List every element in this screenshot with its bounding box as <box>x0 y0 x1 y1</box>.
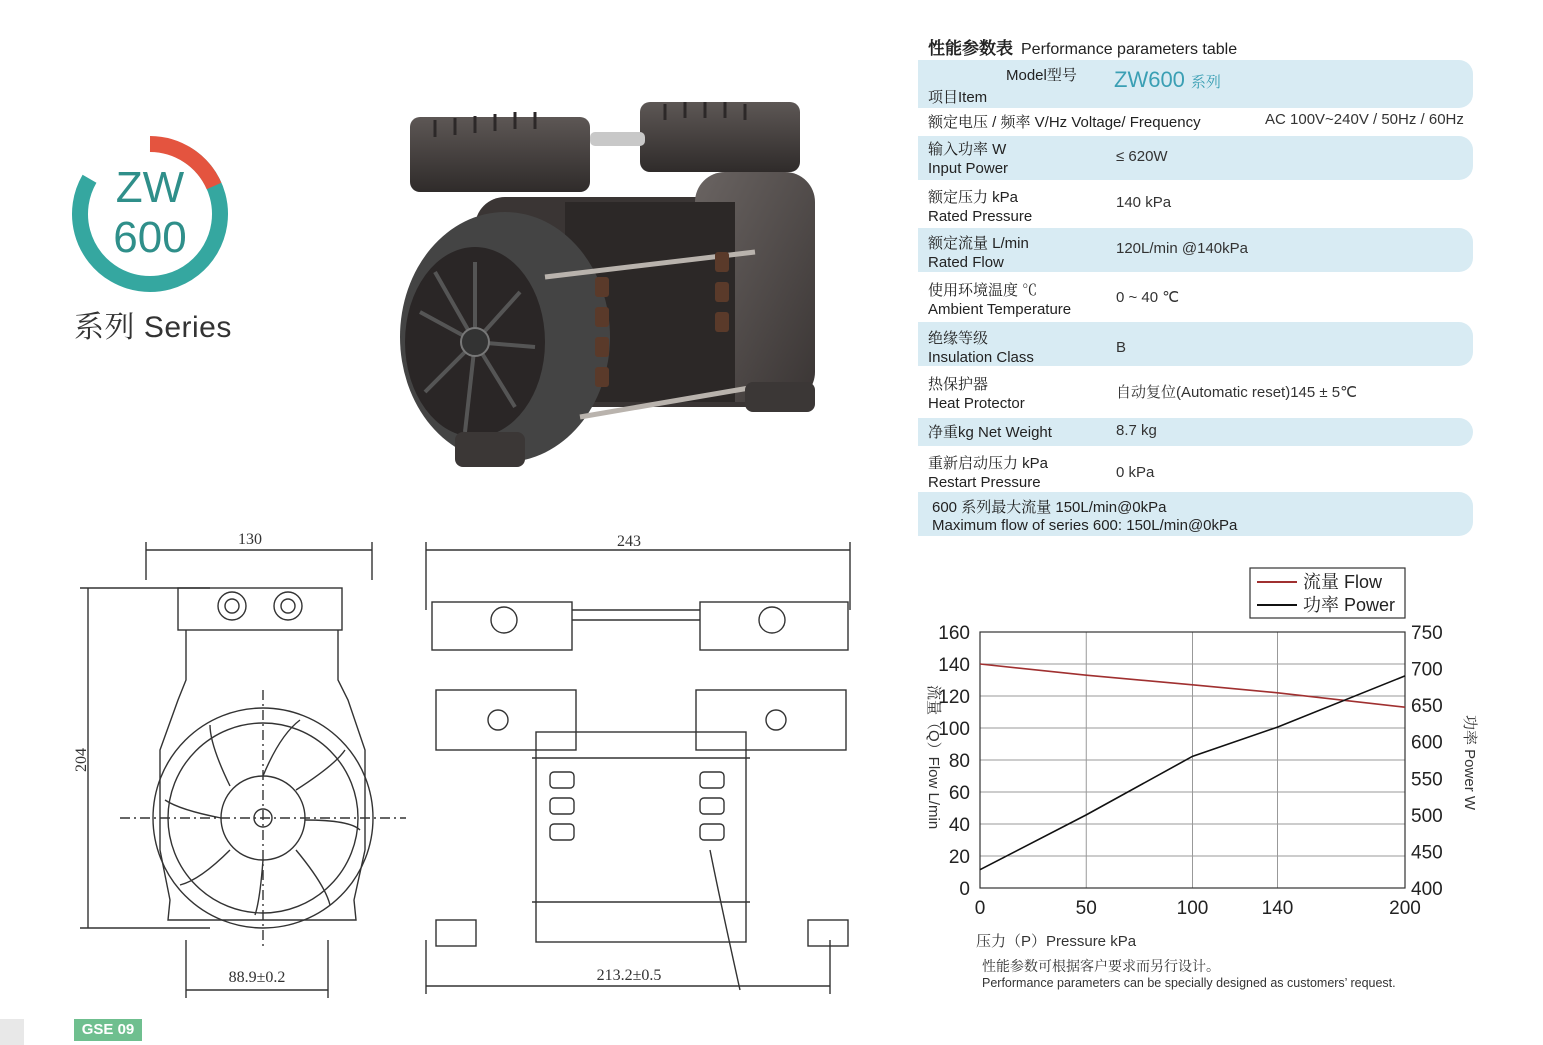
logo-line2: 600 <box>113 213 187 262</box>
y-left-axis-label: 流量（Q）Flow L/min <box>925 685 942 830</box>
footnote-cn: 性能参数可根据客户要求而另行设计。 <box>982 958 1220 974</box>
header-model: Model型号 <box>1006 67 1077 84</box>
table-row: 额定压力 kPa Rated Pressure 140 kPa <box>928 189 1172 225</box>
table-title <box>928 34 1237 59</box>
dim-height-204: 204 <box>73 748 90 772</box>
y-left-tick-label: 160 <box>938 623 970 644</box>
footnote-en: Performance parameters can be specially designed as customers’ request. <box>982 976 1396 990</box>
page-number: GSE 09 <box>74 1019 142 1041</box>
x-tick-label: 0 <box>974 898 986 919</box>
logo-line1: ZW <box>115 163 185 212</box>
compressor-photo <box>395 92 845 487</box>
y-left-tick-label: 80 <box>948 751 970 772</box>
dim-bottom-left: 88.9±0.2 <box>228 969 286 986</box>
table-row: 额定流量 L/min Rated Flow 120L/min @140kPa <box>918 228 1473 272</box>
x-tick-label: 200 <box>1389 898 1421 919</box>
header-item: 项目Item <box>928 89 988 106</box>
y-left-tick-label: 140 <box>938 655 970 676</box>
y-right-axis-label: 功率 Power W <box>1461 715 1478 811</box>
y-left-tick-label: 60 <box>948 783 970 804</box>
dim-width-243: 243 <box>617 533 641 550</box>
y-right-tick-label: 500 <box>1411 805 1443 827</box>
table-row: 绝缘等级 Insulation Class B <box>918 322 1473 366</box>
y-right-tick-label: 600 <box>1411 732 1443 754</box>
table-title-en: Performance parameters table <box>1021 41 1238 58</box>
table-row: 额定电压 / 频率 V/Hz Voltage/ Frequency AC 100V~240V / 50Hz / 60Hz <box>928 111 1464 131</box>
table-row: 重新启动压力 kPa Restart Pressure 0 kPa <box>928 455 1155 491</box>
page-edge <box>0 1019 24 1045</box>
y-left-tick-label: 120 <box>938 687 970 708</box>
table-row: 净重kg Net Weight 8.7 kg <box>918 418 1473 446</box>
y-right-tick-label: 650 <box>1411 696 1443 718</box>
zw600-logo <box>64 128 236 300</box>
series-label: 系列 Series <box>74 311 232 344</box>
table-row: 使用环境温度 ℃ Ambient Temperature 0 ~ 40 ℃ <box>928 282 1180 318</box>
table-row: 输入功率 W Input Power ≤ 620W <box>918 136 1473 180</box>
legend-label-power: 功率 Power <box>1303 595 1396 615</box>
y-left-tick-label: 0 <box>959 879 970 900</box>
y-left-tick-label: 20 <box>948 847 970 868</box>
y-right-tick-label: 750 <box>1411 623 1443 644</box>
legend-label-flow: 流量 Flow <box>1303 572 1383 592</box>
dimension-drawings <box>60 520 880 1040</box>
y-right-tick-label: 400 <box>1411 879 1443 900</box>
x-tick-label: 100 <box>1176 898 1209 919</box>
y-right-tick-label: 550 <box>1411 769 1443 791</box>
x-tick-label: 140 <box>1261 898 1294 919</box>
x-tick-label: 50 <box>1075 898 1097 919</box>
table-header-row <box>918 60 1473 108</box>
table-footer: 600 系列最大流量 150L/min@0kPa Maximum flow of series 600: 150L/min@0kPa <box>918 492 1473 536</box>
header-model-value: ZW600 系列 <box>1114 67 1221 92</box>
y-left-tick-label: 100 <box>938 719 970 740</box>
performance-chart <box>905 560 1495 950</box>
x-axis-label: 压力（P）Pressure kPa <box>976 933 1137 950</box>
dim-bottom-right: 213.2±0.5 <box>596 967 662 984</box>
y-right-tick-label: 700 <box>1411 659 1443 681</box>
y-right-tick-label: 450 <box>1411 842 1443 864</box>
table-title-cn: 性能参数表 <box>928 39 1013 58</box>
dim-width-130: 130 <box>238 531 262 548</box>
footnote <box>982 958 1396 992</box>
table-row: 热保护器 Heat Protector 自动复位(Automatic reset)145 ± 5℃ <box>928 376 1357 412</box>
y-left-tick-label: 40 <box>948 815 970 836</box>
